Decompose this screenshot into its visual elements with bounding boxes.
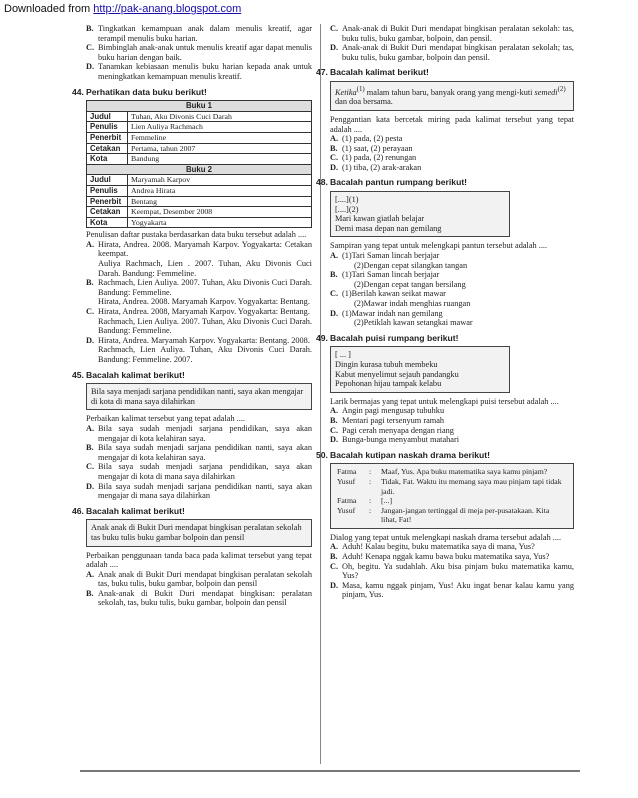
book-value: Tuhan, Aku Divonis Cuci Darah — [128, 111, 312, 122]
question-heading — [72, 88, 312, 98]
question-number: 50. — [316, 449, 328, 460]
option-text: (1) saat, (2) perayaan — [342, 143, 413, 153]
option-line: Auliya Rachmach, Lien . 2007. Tuhan, Aku Divonis Cuci Darah. Bandung: Femmeline. — [98, 259, 312, 278]
option — [330, 309, 574, 328]
option — [330, 552, 574, 562]
poem-line: Dingin kurasa tubuh membeku — [335, 359, 438, 369]
book-key: Cetakan — [87, 143, 128, 154]
dialog-row — [335, 467, 569, 477]
option-letter: B. — [86, 278, 94, 288]
book-value: Femmeline — [128, 132, 312, 143]
option-letter: C. — [86, 307, 95, 317]
option — [86, 570, 312, 589]
option — [330, 163, 574, 173]
option — [86, 462, 312, 481]
sentence-box: Bila saya menjadi sarjana pendidikan nanti, saya akan mengajar di kota di mana saya dilahirkan — [86, 383, 312, 410]
poem-line: [ ... ] — [335, 350, 351, 360]
question-stem: Perbaikan kalimat tersebut yang tepat adalah .... — [86, 414, 245, 424]
question-stem: Perbaikan penggunaan tanda baca pada kalimat tersebut yang tepat adalah .... — [86, 550, 312, 570]
book-key: Kota — [87, 154, 128, 165]
pantun-line: Mari kawan giatlah belajar — [335, 214, 425, 224]
option-text: Tanamkan kebiasaan menulis buku harian kepada anak untuk meningkatkan kemampuan menulis kreatif. — [98, 62, 312, 81]
book1-heading: Buku 1 — [87, 101, 312, 112]
option — [86, 336, 312, 365]
speaker: Yusuf — [337, 476, 356, 486]
book-value: Pertama, tahun 2007 — [128, 143, 312, 154]
option-line: (2)Dengan cepat silangkan tangan — [354, 260, 468, 270]
question-46 — [72, 505, 312, 608]
speaker: Fatma — [337, 496, 357, 506]
option-letter: D. — [330, 43, 339, 53]
bottom-rule — [80, 770, 580, 772]
option-line: Hirata, Andrea. 2008, Maryamah Karpov. Yogyakarta: Bentang. — [98, 307, 310, 317]
option — [330, 416, 574, 426]
option-line: Rachmach, Lien Auliya. Tuhan, Aku Divonis Cuci Darah. Bandung: Femmeline. 2007. — [98, 345, 312, 364]
option-letter: D. — [330, 308, 339, 318]
option-letter: B. — [330, 552, 338, 562]
option-text: Anak-anak di Bukit Duri mendapat bingkisan: peralatan sekolah, tas, buku tulis, buku gambar, bolpoin dan pensil — [98, 588, 312, 608]
option-letter: C. — [330, 24, 339, 33]
option-letter: A. — [86, 423, 95, 433]
option — [330, 134, 574, 144]
option-letter: C. — [86, 462, 95, 472]
book-key: Judul — [87, 111, 128, 122]
book-value: Keempat, Desember 2008 — [128, 207, 312, 218]
book-value: Yogyakarta — [128, 217, 312, 228]
option-letter: B. — [86, 24, 94, 33]
option-line: Hirata, Andrea. 2008. Maryamah Karpov. Yogyakarta: Cetakan keempat. — [98, 239, 312, 259]
option-line: Rachmach, Lien Auliya. 2007. Tuhan, Aku Divonis Cuci Darah. Bandung: Femmeline. — [98, 316, 312, 336]
option-line: (1)Tari Saman lincah berjajar — [342, 270, 440, 280]
option — [86, 589, 312, 608]
question-title: Bacalah kalimat berikut! — [86, 505, 185, 516]
option-text: Bila saya sudah menjadi sarjana pendidikan, saya akan mengajar di kota kelahiran saya. — [98, 423, 312, 443]
option — [86, 443, 312, 462]
option-line: Hirata, Andrea. Maryamah Karpov. Yogyakarta: Bentang. 2008. — [98, 335, 310, 345]
option — [86, 24, 312, 43]
book-key: Penerbit — [87, 196, 128, 207]
option — [330, 251, 574, 270]
option-text: Masa, kamu nggak pinjam, Yus! Aku ingat benar kalau kamu yang pinjam, Yus. — [342, 580, 574, 600]
speaker: Fatma — [337, 467, 357, 477]
header-link[interactable]: http://pak-anang.blogspot.com — [93, 3, 242, 15]
italic-word-2: semedi — [534, 87, 558, 97]
left-column — [72, 24, 312, 608]
option-letter: A. — [330, 542, 339, 552]
option-letter: A. — [330, 134, 339, 144]
option — [330, 435, 574, 445]
option-letter: A. — [330, 251, 339, 261]
question-title: Bacalah kalimat berikut! — [86, 369, 185, 380]
question-49 — [316, 332, 574, 445]
question-stem: Larik bermajas yang tepat untuk melengkapi puisi tersebut adalah .... — [330, 396, 559, 406]
question-number: 47. — [316, 67, 328, 78]
option-text: Pagi cerah menyapa dengan riang — [342, 425, 454, 435]
option-letter: A. — [86, 569, 95, 579]
option-letter: D. — [330, 580, 339, 590]
question-title: Perhatikan data buku berikut! — [86, 86, 207, 97]
question-number: 44. — [72, 86, 84, 97]
question-heading — [316, 451, 574, 461]
option-letter: C. — [86, 43, 95, 53]
option-letter: B. — [330, 415, 338, 425]
dialog-text: Jangan-jangan tertinggal di meja per-pusatakaan. Kita lihat, Fat! — [381, 505, 550, 525]
dialog-table — [335, 467, 569, 525]
question-stem: Dialog yang tepat untuk melengkapi naskah drama tersebut adalah .... — [330, 532, 562, 542]
pantun-line: Demi masa depan nan gemilang — [335, 223, 442, 233]
option-text: Bila saya sudah menjadi sarjana pendidikan, saya akan mengajar di kota di mana saya dilahirkan — [98, 462, 312, 481]
option — [86, 424, 312, 443]
option — [86, 240, 312, 278]
option-text: Bila saya sudah menjadi sarjana pendidikan nanti, saya akan mengajar di kota kelahiran saya. — [98, 443, 312, 462]
option-line: (1)Berilah kawan seikat mawar — [342, 289, 446, 299]
book-value: Andrea Hirata — [128, 185, 312, 196]
book-table — [86, 100, 312, 228]
question-number: 46. — [72, 505, 84, 516]
option-text: Anak anak di Bukit Duri mendapat bingkisan peralatan sekolah tas, buku tulis, buku gambar, bolpoin dan pensil — [98, 569, 312, 589]
option-text: Angin pagi mengusap tubuhku — [342, 406, 445, 416]
right-column — [316, 24, 574, 600]
option — [330, 426, 574, 436]
option — [330, 562, 574, 581]
option — [330, 153, 574, 163]
question-heading — [316, 334, 574, 344]
dialog-text: Tidak, Fat. Waktu itu memang saya mau pinjam tapi tidak jadi. — [381, 476, 562, 496]
option-text: Bunga-bunga menyambut matahari — [342, 435, 460, 445]
poem-line: Kabut menyelimut sejauh pandangku — [335, 369, 459, 379]
question-48 — [316, 177, 574, 328]
option — [330, 144, 574, 154]
option-text: Anak-anak di Bukit Duri mendapat bingkisan peralatan sekolah: tas, buku tulis, buku gambar, bolpoin, dan pensil. — [342, 24, 574, 43]
option-letter: D. — [86, 62, 95, 72]
question-stem: Sampiran yang tepat untuk melengkapi pantun tersebut adalah .... — [330, 241, 548, 251]
column-divider — [320, 24, 321, 764]
question-heading — [316, 68, 574, 78]
question-heading — [72, 507, 312, 517]
question-50 — [316, 449, 574, 600]
option-line: (1)Mawar indah nan gemilang — [342, 308, 443, 318]
book-key: Cetakan — [87, 207, 128, 218]
option-text: Aduh! Kenapa nggak kamu bawa buku matematika saya, Yus? — [342, 552, 550, 562]
option-text: Bila saya sudah menjadi sarjana pendidikan nanti, saya akan mengajar di mana saya dilahirkan — [98, 481, 312, 501]
book-key: Penerbit — [87, 132, 128, 143]
question-number: 49. — [316, 332, 328, 343]
question-stem: Penulisan daftar pustaka berdasarkan data buku tersebut adalah .... — [86, 230, 307, 240]
option-text: Bimbinglah anak-anak untuk menulis kreatif agar dapat menulis buku harian dengan baik. — [98, 43, 312, 62]
option-line: (2)Petiklah kawan setangkai mawar — [354, 318, 473, 328]
speaker: Yusuf — [337, 505, 356, 515]
question-title: Bacalah puisi rumpang berikut! — [330, 332, 459, 343]
header-prefix: Downloaded from — [4, 3, 94, 15]
option-letter: C. — [330, 289, 339, 299]
download-header — [4, 3, 241, 15]
book-key: Judul — [87, 175, 128, 186]
option-letter: B. — [330, 143, 338, 153]
option — [86, 278, 312, 307]
question-title: Bacalah kutipan naskah drama berikut! — [330, 449, 490, 460]
option-text: (1) pada, (2) pesta — [342, 134, 403, 144]
sentence-part: malam tahun baru, banyak orang yang mengi-kuti — [364, 87, 535, 97]
dialog-row — [335, 477, 569, 496]
option-letter: B. — [330, 270, 338, 280]
option-letter: D. — [86, 335, 95, 345]
book-value: Bandung — [128, 154, 312, 165]
option-letter: C. — [330, 153, 339, 163]
option-text: (1) pada, (2) renungan — [342, 153, 417, 163]
pantun-box — [330, 191, 510, 237]
sentence-box: Anak anak di Bukit Duri mendapat bingkisan peralatan sekolah tas buku tulis buku gambar bolpoin dan pensil — [86, 519, 312, 546]
dialog-row — [335, 496, 569, 506]
question-heading — [72, 371, 312, 381]
option-letter: D. — [330, 435, 339, 445]
pantun-line: [....](1) — [335, 195, 359, 205]
dialog-text: [...] — [381, 496, 393, 506]
pantun-line: [....](2) — [335, 204, 359, 214]
question-title: Bacalah kalimat berikut! — [330, 67, 429, 78]
option — [86, 43, 312, 62]
question-stem: Penggantian kata bercetak miring pada kalimat tersebut yang tepat adalah .... — [330, 114, 574, 134]
book-key: Kota — [87, 217, 128, 228]
question-title: Bacalah pantun rumpang berikut! — [330, 177, 468, 188]
option-text: Anak-anak di Bukit Duri mendapat bingkisan peralatan sekolah; tas, buku tulis, buku gambar, bolpoin dan pensil. — [342, 43, 574, 62]
option — [330, 289, 574, 308]
book-key: Penulis — [87, 122, 128, 133]
question-number: 45. — [72, 369, 84, 380]
option-line: (2)Mawar indah menghias ruangan — [354, 299, 471, 309]
option-letter: A. — [330, 406, 339, 416]
option-letter: D. — [86, 481, 95, 491]
question-45 — [72, 369, 312, 501]
option-text: Tingkatkan kemampuan anak dalam menulis kreatif, agar terampil menulis buku harian. — [98, 24, 312, 43]
option-letter: C. — [330, 425, 339, 435]
dialog-text: Maaf, Yus. Apa buku matematika saya kamu pinjam? — [381, 467, 548, 477]
option — [330, 24, 574, 43]
option-letter: C. — [330, 561, 339, 571]
option-letter: B. — [86, 443, 94, 453]
colon: : — [369, 496, 372, 506]
book-value: Maryamah Karpov — [128, 175, 312, 186]
option-letter: B. — [86, 588, 94, 598]
italic-word-1: Ketika — [335, 87, 357, 97]
option — [330, 542, 574, 552]
question-number: 48. — [316, 177, 328, 188]
option-text: Aduh! Kalau begitu, buku matematika saya di mana, Yus? — [342, 542, 535, 552]
option-line: Hirata, Andrea. 2008. Maryamah Karpov. Yogyakarta: Bentang. — [98, 297, 310, 307]
question-44 — [72, 86, 312, 365]
poem-box — [330, 346, 510, 392]
question-heading — [316, 178, 574, 188]
poem-line: Pepohonan hijau tampak kelabu — [335, 379, 442, 389]
colon: : — [369, 476, 372, 486]
option-line: (1)Tari Saman lincah berjajar — [342, 251, 440, 261]
sentence-box — [330, 81, 574, 111]
book-value: Lien Auliya Rachmach — [128, 122, 312, 133]
right-top-options — [330, 24, 574, 62]
option-letter: A. — [86, 239, 95, 249]
marker-2: (2) — [557, 85, 566, 93]
question-47 — [316, 67, 574, 172]
option — [330, 270, 574, 289]
book-key: Penulis — [87, 185, 128, 196]
marker-1: (1) — [356, 85, 365, 93]
option — [330, 581, 574, 600]
option — [330, 43, 574, 62]
option — [86, 482, 312, 501]
option-line: Rachmach, Lien Auliya. 2007. Tuhan, Aku Divonis Cuci Darah. Bandung: Femmeline. — [98, 278, 312, 297]
colon: : — [369, 467, 372, 477]
book2-heading: Buku 2 — [87, 164, 312, 175]
option-text: Oh, begitu. Ya sudahlah. Aku bisa pinjam buku matematika kamu, Yus? — [342, 561, 574, 581]
option — [330, 406, 574, 416]
left-top-options — [86, 24, 312, 82]
dialog-row — [335, 506, 569, 525]
colon: : — [369, 505, 372, 515]
sentence-part: dan doa bersama. — [335, 97, 393, 107]
option-line: (2)Dengan cepat tangan bersilang — [354, 279, 466, 289]
option — [86, 62, 312, 81]
option-text: Mentari pagi tersenyum ramah — [342, 415, 445, 425]
book-value: Bentang — [128, 196, 312, 207]
option-letter: D. — [330, 162, 339, 172]
option — [86, 307, 312, 336]
drama-box — [330, 463, 574, 529]
option-text: (1) tiba, (2) arak-arakan — [342, 162, 422, 172]
